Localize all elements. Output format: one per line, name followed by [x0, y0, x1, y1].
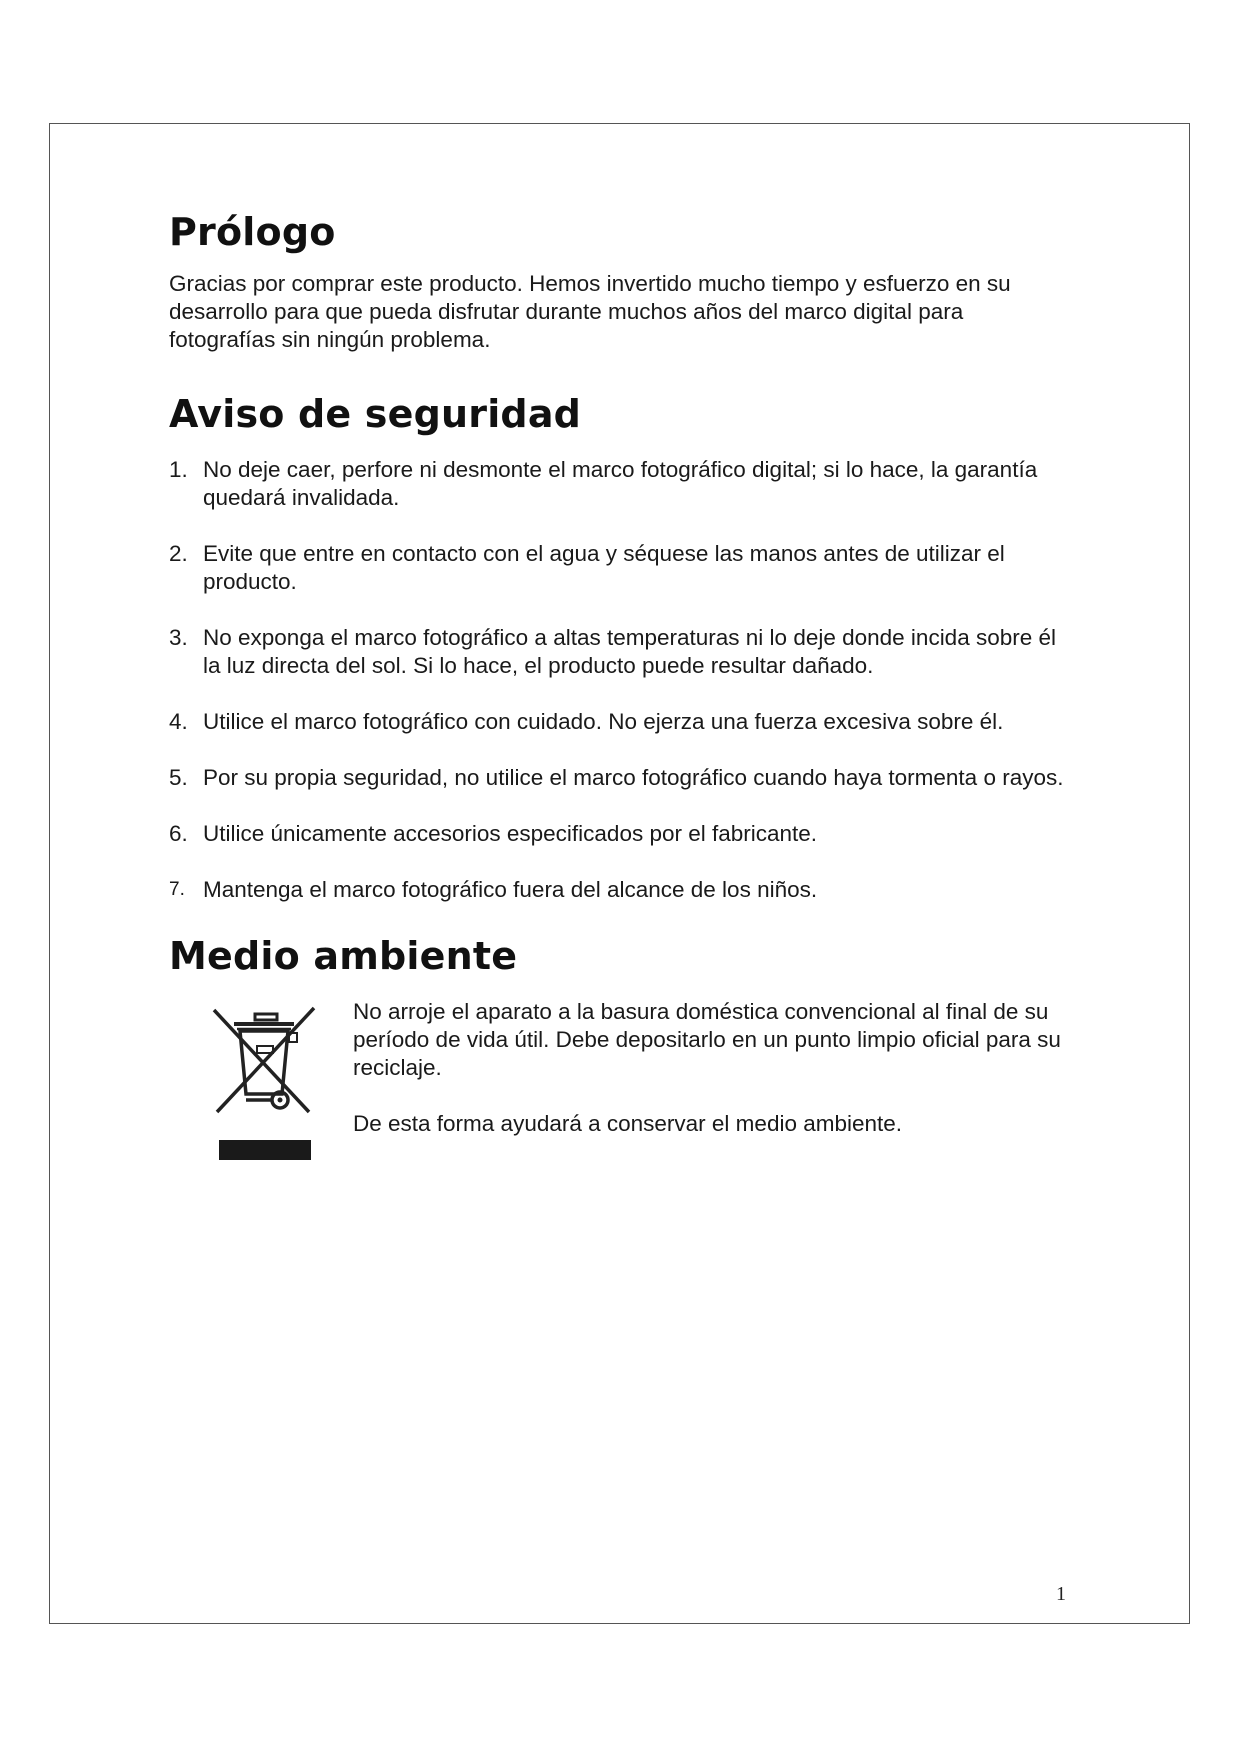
- safety-item-number: 1.: [169, 457, 188, 482]
- safety-item-number: 2.: [169, 541, 188, 566]
- aviso-heading: Aviso de seguridad: [169, 392, 582, 436]
- safety-item-7: [169, 876, 1069, 904]
- safety-item-6: [169, 820, 1069, 848]
- safety-item-number: 7.: [169, 879, 185, 900]
- safety-item-text: Mantenga el marco fotográfico fuera del alcance de los niños.: [203, 877, 818, 902]
- safety-item-text: No exponga el marco fotográfico a altas temperaturas ni lo deje donde incida sobre él la luz directa del sol. Si lo hace, el producto puede resultar dañado.: [203, 625, 1057, 678]
- safety-item-number: 6.: [169, 821, 188, 846]
- environment-paragraph-2: De esta forma ayudará a conservar el medio ambiente.: [353, 1111, 903, 1136]
- document-content: [169, 210, 1069, 1168]
- safety-item-text: Evite que entre en contacto con el agua y séquese las manos antes de utilizar el producto.: [203, 541, 1005, 594]
- crossed-out-wheeled-bin-icon: [209, 1000, 319, 1160]
- safety-item-1: [169, 456, 1069, 512]
- prologo-heading: Prólogo: [169, 210, 336, 254]
- safety-list: [169, 456, 1069, 904]
- safety-item-4: [169, 708, 1069, 736]
- safety-item-2: [169, 540, 1069, 596]
- safety-item-number: 3.: [169, 625, 188, 650]
- page-number: 1: [1056, 1583, 1066, 1605]
- safety-item-number: 4.: [169, 709, 188, 734]
- safety-item-text: Utilice únicamente accesorios especificados por el fabricante.: [203, 821, 818, 846]
- safety-item-number: 5.: [169, 765, 188, 790]
- medio-heading: Medio ambiente: [169, 934, 518, 978]
- environment-block: [169, 998, 1069, 1168]
- safety-item-text: Por su propia seguridad, no utilice el marco fotográfico cuando haya tormenta o rayos.: [203, 765, 1064, 790]
- safety-item-text: Utilice el marco fotográfico con cuidado. No ejerza una fuerza excesiva sobre él.: [203, 709, 1004, 734]
- prologo-text: Gracias por comprar este producto. Hemos invertido mucho tiempo y esfuerzo en su desarrollo para que pueda disfrutar durante muchos años del marco digital para fotografías sin ningún problema.: [169, 271, 1011, 352]
- environment-text: [353, 998, 1073, 1138]
- environment-paragraph-1: No arroje el aparato a la basura doméstica convencional al final de su período de vida útil. Debe depositarlo en un punto limpio oficial para su reciclaje.: [353, 999, 1061, 1080]
- safety-item-3: [169, 624, 1069, 680]
- safety-item-5: [169, 764, 1069, 792]
- safety-item-text: No deje caer, perfore ni desmonte el marco fotográfico digital; si lo hace, la garantía quedará invalidada.: [203, 457, 1038, 510]
